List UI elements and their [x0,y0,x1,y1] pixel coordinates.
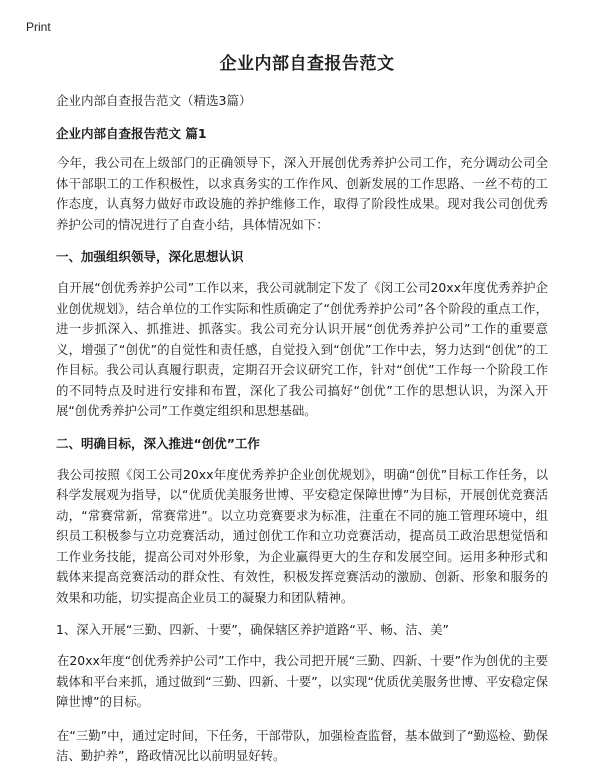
paragraph-goals: 我公司按照《闵工公司20xx年度优秀养护企业创优规划》，明确“创优”目标工作任务，以科学发展观为指导，以“优质优美服务世博、平安稳定保障世博”为目标，开展创优竞赛活动，“常赛常新，常赛常进”。以立功竞赛要求为标准，注重在不同的施工管理环境中，组织员工积极参与立功竞赛活动，通过创优工作和立功竞赛活动，提高员工政治思想觉悟和工作业务技能，提高公司对外形象，为企业赢得更大的生存和发展空间。运用多种形式和载体来提高竞赛活动的群众性、有效性，积极发挥竞赛活动的激励、创新、形象和服务的效果和功能，切实提高企业员工的凝聚力和团队精神。 [56,466,548,605]
heading-one: 一、加强组织领导，深化思想认识 [56,249,244,264]
document-subtitle: 企业内部自查报告范文（精选3篇） [56,93,252,108]
document-title: 企业内部自查报告范文 [219,54,395,74]
print-link[interactable]: Print [26,20,51,34]
paragraph-platform: 在20xx年度“创优秀养护公司”工作中，我公司把开展“三勤、四新、十要”作为创优的主要载体和平台来抓，通过做到“三勤、四新、十要”，以实现“优质优美服务世博、平安稳定保障世博”的目标。 [56,653,548,709]
subheading-one: 1、深入开展“三勤、四新、十要”，确保辖区养护道路“平、畅、洁、美” [56,622,449,637]
section-title: 企业内部自查报告范文 篇1 [56,126,207,141]
document-page [56,52,548,780]
paragraph-organization: 自开展“创优秀养护公司”工作以来，我公司就制定下发了《闵工公司20xx年度优秀养护企业创优规划》，结合单位的工作实际和性质确定了“创优秀养护公司”各个阶段的重点工作，进一步抓深入、抓推进、抓落实。我公司充分认识开展“创优秀养护公司”工作的重要意义，增强了“创优”的自觉性和责任感，自觉投入到“创优”工作中去，努力达到“创优”的工作目标。我公司认真履行职责，定期召开会议研究工作，针对“创优”工作每一个阶段工作的不同特点及时进行安排和布置，深化了我公司搞好“创优”工作的思想认识，为深入开展“创优秀养护公司”工作奠定组织和思想基础。 [56,280,548,418]
paragraph-three-diligence: 在“三勤”中，通过定时间，下任务，干部带队，加强检查监督，基本做到了“勤巡检、勤保洁、勤护养”，路政情况比以前明显好转。 [56,727,548,763]
paragraph-intro: 今年，我公司在上级部门的正确领导下，深入开展创优秀养护公司工作，充分调动公司全体干部职工的工作积极性，以求真务实的工作作风、创新发展的工作思路、一丝不苟的工作态度，认真努力做好市政设施的养护维修工作，取得了阶段性成果。现对我公司创优秀养护公司的情况进行了自查小结，具体情况如下： [56,155,548,232]
heading-two: 二、明确目标，深入推进“创优”工作 [56,435,260,451]
